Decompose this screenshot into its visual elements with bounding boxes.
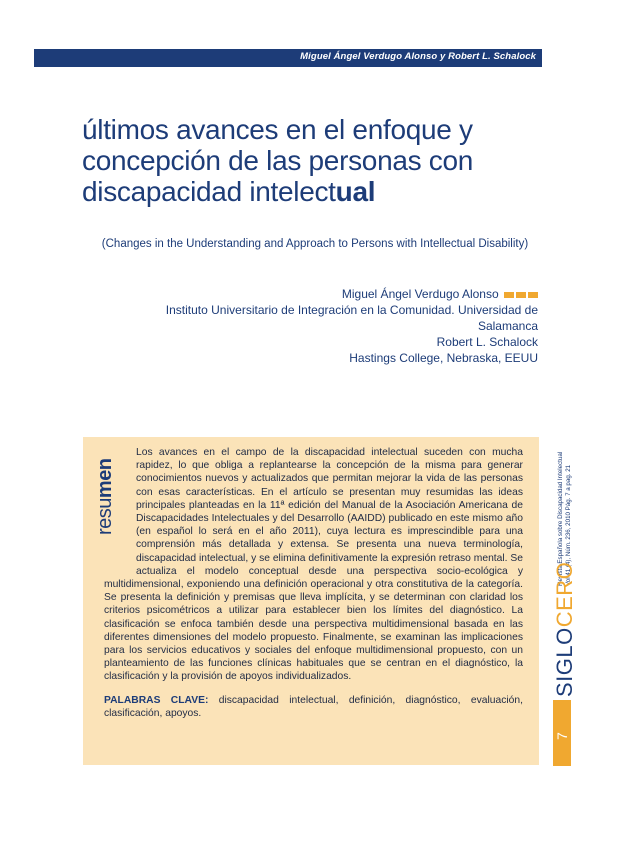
journal-logo <box>552 562 578 697</box>
author-block <box>120 286 538 366</box>
abstract-label-light: resu <box>94 498 116 535</box>
abstract-paragraph: Los avances en el campo de la discapacidad intelectual suceden con mucha rapidez, lo que obliga a replantearse la concepción de la misma para generar conocimientos nuevos y actualizados que permitan mejorar la vida de las personas con esas características. En el artículo se presentan muy resumidas las ideas principales planteadas en la 11ª edición del Manual de la Asociación Americana de Discapacidades Intelectuales y del Desarrollo (AAIDD) publicado en este mismo año (en español lo será en el año 2011), cuya lectura es imprescindible para una comprensión más detallada y extensa. Se presenta una nueva terminología, discapacidad intelectual, y se elimina definitivamente la expresión retraso mental. Se actualiza el modelo conceptual desde una perspectiva socio-ecológica y multidimensional, exponiendo una definición operacional y otra constitutiva de la categoría. Se presenta la definición y premisas que lleva implícita, y se determinan con claridad los criterios psicométricos a utilizar para establecer bien los límites del diagnóstico. La clasificación se enfoca también desde una perspectiva multidimensional basada en las diferentes dimensiones del modelo propuesto. Finalmente, se examinan las implicaciones para los servicios educativos y sociales del enfoque multidimensional propuesto, con un planteamiento de las funciones clínicas habituales que se centran en el diagnóstico, la clasificación y la provisión de apoyos individualizados. <box>104 447 523 683</box>
article-title <box>82 114 552 207</box>
journal-logo-cero: CERO <box>552 561 577 628</box>
abstract-label-bold: men <box>94 458 116 499</box>
page-number: 7 <box>554 732 570 740</box>
abstract-body <box>104 446 523 720</box>
author-2-name: Robert L. Schalock <box>436 335 538 349</box>
article-title-main: últimos avances en el enfoque y concepción de las personas con discapacidad intelect <box>82 114 474 207</box>
keywords-label: PALABRAS CLAVE: <box>104 694 209 706</box>
running-head-text: Miguel Ángel Verdugo Alonso y Robert L. Schalock <box>300 51 536 62</box>
label-spacer <box>104 446 136 578</box>
journal-volume-info: Vol 41 (4), Núm. 236, 2010 Pág. 7 a pag. 21 <box>565 464 572 586</box>
keywords-list: discapacidad intelectual, definición, diagnóstico, evaluación, clasificación, apoyos. <box>104 694 523 719</box>
square-icon <box>528 292 538 298</box>
square-icon <box>516 292 526 298</box>
page-number-tab <box>553 700 571 766</box>
author-2-affiliation: Hastings College, Nebraska, EEUU <box>349 351 538 365</box>
author-1-affiliation: Instituto Universitario de Integración en la Comunidad. Universidad de Salamanca <box>165 303 538 333</box>
keywords <box>104 694 523 720</box>
square-icon <box>504 292 514 298</box>
journal-logo-siglo: SIGLO <box>552 627 577 697</box>
journal-subtitle: Revista Española sobre Discapacidad Intelectual <box>557 451 564 586</box>
english-title: (Changes in the Understanding and Approach to Persons with Intellectual Disability) <box>101 238 529 250</box>
author-1-name: Miguel Ángel Verdugo Alonso <box>341 287 499 301</box>
running-head-bar <box>34 49 542 67</box>
article-title-bold-tail: ual <box>335 176 376 207</box>
